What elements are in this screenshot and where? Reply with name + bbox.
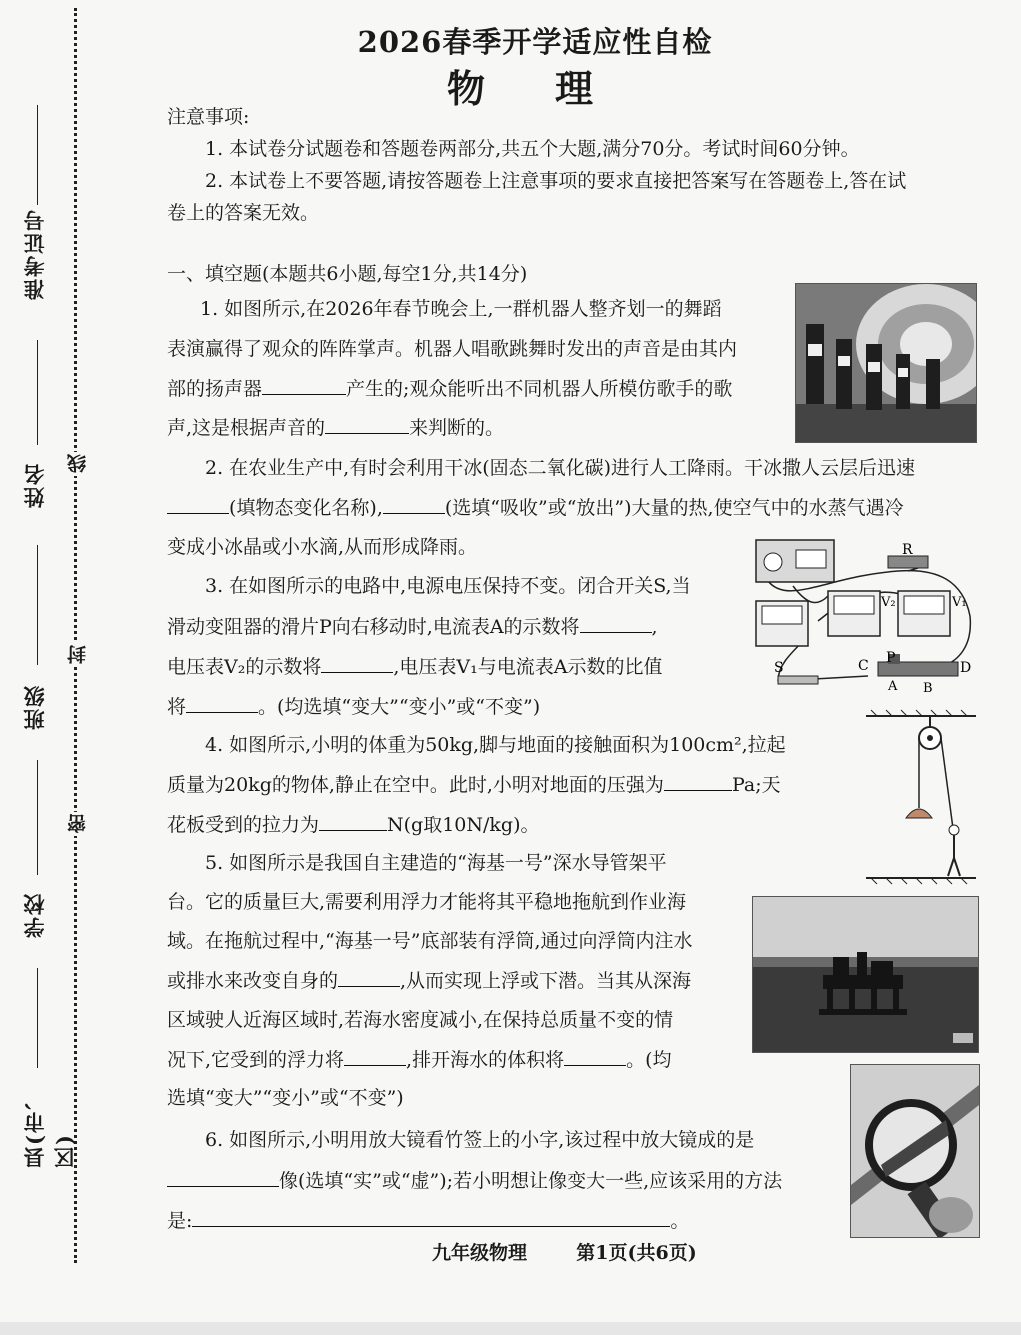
q5-line6: 况下,它受到的浮力将 ,排开海水的体积将 。(均 <box>167 1045 672 1074</box>
q2-blank-2[interactable] <box>383 493 445 514</box>
q2-line1: 2. 在农业生产中,有时会利用干冰(固态二氧化碳)进行人工降雨。干冰撒人云层后迅速 <box>205 457 916 479</box>
q3-line4: 将 。(均选填“变大”“变小”或“不变”) <box>167 692 540 721</box>
q5-blank-3[interactable] <box>564 1045 626 1066</box>
section-heading: 一、填空题(本题共6小题,每空1分,共14分) <box>167 263 528 285</box>
school-label: 学校 <box>22 892 47 938</box>
q5-line3: 域。在拖航过程中,“海基一号”底部装有浮筒,通过向浮筒内注水 <box>167 930 693 952</box>
q1-blank-1[interactable] <box>262 374 346 395</box>
name-label: 姓名 <box>22 462 47 508</box>
class-label: 班级 <box>22 684 47 730</box>
label-D: D <box>960 660 972 676</box>
label-V1: V₁ <box>952 595 967 610</box>
q6-line3: 是: 。 <box>167 1206 689 1235</box>
exam-title: 2026春季开学适应性自检 <box>357 25 713 59</box>
exam-no-line <box>37 105 38 205</box>
q6-line2: 像(选填“实”或“虚”);若小明想让像变大一些,应该采用的方法 <box>167 1166 782 1195</box>
school-line <box>37 760 38 875</box>
q4-line3: 花板受到的拉力为 N(g取10N/kg)。 <box>167 810 540 839</box>
robot-dance-illustration <box>796 284 976 442</box>
q3-line2: 滑动变阻器的滑片P向右移动时,电流表A的示数将 , <box>167 612 658 641</box>
class-line <box>37 545 38 665</box>
name-line <box>37 340 38 445</box>
bottom-margin-strip <box>0 1322 1021 1335</box>
q2-line3: 变成小冰晶或小水滴,从而形成降雨。 <box>167 536 478 558</box>
page-footer: 九年级物理 第1页(共6页) <box>432 1242 697 1264</box>
q1-line4: 声,这是根据声音的 来判断的。 <box>167 413 504 442</box>
q5-blank-2[interactable] <box>344 1045 406 1066</box>
q3-blank-2[interactable] <box>321 652 393 673</box>
offshore-platform-photo <box>752 896 979 1053</box>
seal-char-seal: 封 <box>64 643 88 667</box>
q1-blank-2[interactable] <box>325 413 409 434</box>
robot-dance-photo <box>795 283 977 443</box>
seal-char-secret: 密 <box>64 812 88 836</box>
label-S: S <box>774 660 784 676</box>
notes-heading: 注意事项: <box>167 106 250 128</box>
q5-line4: 或排水来改变自身的 ,从而实现上浮或下潜。当其从深海 <box>167 966 691 995</box>
subject-title: 物理 <box>446 66 663 111</box>
note-item-2b: 卷上的答案无效。 <box>167 202 320 224</box>
q3-blank-3[interactable] <box>186 692 258 713</box>
note-item-2a: 2. 本试卷上不要答题,请按答题卷上注意事项的要求直接把答案写在答题卷上,答在试 <box>205 170 907 192</box>
note-item-1: 1. 本试卷分试题卷和答题卷两部分,共五个大题,满分70分。考试时间60分钟。 <box>205 138 860 160</box>
label-C: C <box>858 658 869 674</box>
exam-no-label: 准考证号 <box>22 208 47 300</box>
binding-dotted-line <box>74 8 77 1263</box>
label-A: A <box>888 679 898 694</box>
q4-blank-2[interactable] <box>319 810 387 831</box>
q3-line1: 3. 在如图所示的电路中,电源电压保持不变。闭合开关S,当 <box>205 575 691 597</box>
circuit-figure <box>748 536 980 696</box>
q4-line1: 4. 如图所示,小明的体重为50kg,脚与地面的接触面积为100cm²,拉起 <box>205 734 786 756</box>
q6-blank-1[interactable] <box>167 1166 279 1187</box>
q5-blank-1[interactable] <box>338 966 400 987</box>
q6-blank-2[interactable] <box>192 1206 670 1227</box>
pulley-figure <box>866 708 976 886</box>
q4-line2: 质量为20kg的物体,静止在空中。此时,小明对地面的压强为 Pa;天 <box>167 770 781 799</box>
q6-line1: 6. 如图所示,小明用放大镜看竹签上的小字,该过程中放大镜成的是 <box>205 1129 755 1151</box>
q3-line3: 电压表V₂的示数将 ,电压表V₁与电流表A示数的比值 <box>167 652 662 681</box>
q1-line2: 表演赢得了观众的阵阵掌声。机器人唱歌跳舞时发出的声音是由其内 <box>167 338 738 360</box>
q2-blank-1[interactable] <box>167 493 229 514</box>
magnifier-photo <box>850 1064 980 1238</box>
q5-line2: 台。它的质量巨大,需要利用浮力才能将其平稳地拖航到作业海 <box>167 891 687 913</box>
pulley-diagram <box>866 708 976 886</box>
county-line <box>37 968 38 1068</box>
q1-line1: 1. 如图所示,在2026年春节晚会上,一群机器人整齐划一的舞蹈 <box>200 298 722 320</box>
q1-line3: 部的扬声器 产生的;观众能听出不同机器人所模仿歌手的歌 <box>167 374 732 403</box>
magnifier-illustration <box>851 1065 979 1237</box>
label-V2: V₂ <box>881 595 896 610</box>
county-label: 县(市、区) <box>22 1087 77 1168</box>
seal-char-line: 线 <box>64 452 88 476</box>
circuit-diagram <box>748 536 980 696</box>
q2-line2: (填物态变化名称), (选填“吸收”或“放出”)大量的热,使空气中的水蒸气遇冷 <box>167 493 904 522</box>
q5-line7: 选填“变大”“变小”或“不变”) <box>167 1087 404 1109</box>
offshore-platform-illustration <box>753 897 978 1052</box>
label-B: B <box>923 681 933 696</box>
q4-blank-1[interactable] <box>664 770 732 791</box>
q5-line1: 5. 如图所示是我国自主建造的“海基一号”深水导管架平 <box>205 852 667 874</box>
q5-line5: 区域驶人近海区域时,若海水密度减小,在保持总质量不变的情 <box>167 1009 674 1031</box>
q3-blank-1[interactable] <box>580 612 652 633</box>
label-R: R <box>902 542 913 558</box>
label-P: P <box>886 650 896 666</box>
